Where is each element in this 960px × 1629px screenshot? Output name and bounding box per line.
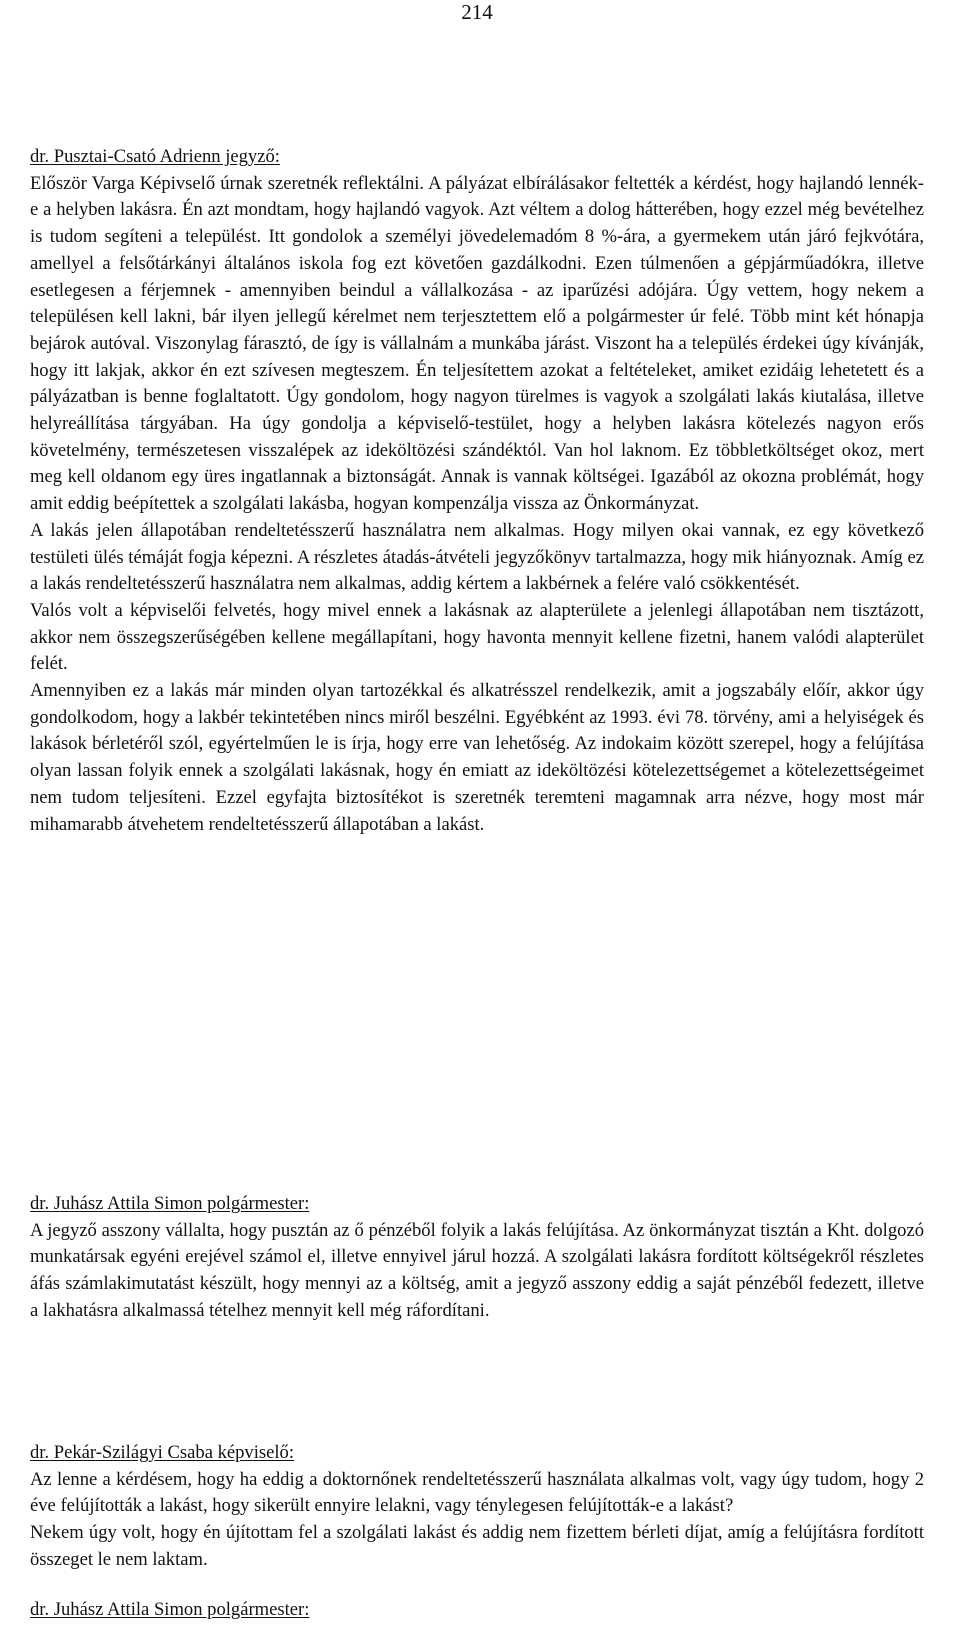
page-number-wrap <box>30 0 924 24</box>
speech-section-kepviselo <box>30 1440 924 1574</box>
speech-paragraph: Először Varga Képivselő úrnak szeretnék reflektálni. A pályázat elbírálásakor feltették a kérdést, hogy hajlandó lennék-e a helyben lakásra. Én azt mondtam, hogy hajlandó vagyok. Azt véltem a dolog hátterében, hogy ezzel még bevételhez is tudom segíteni a települést. Itt gondolok a személyi jövedelemadóm 8 %-ára, a gyermekem után járó fejkvótára, amellyel a felsőtárkányi általános iskola fog ezt követően gazdálkodni. Ezen túlmenően a gépjárműadókra, illetve esetlegesen a férjemnek - amennyiben beindul a vállalkozása - az iparűzési adójára. Úgy vettem, hogy nekem a településen kell lakni, bár ilyen jellegű kérelmet nem terjesztettem elő a polgármester úr felé. Több mint két hónapja bejárok autóval. Viszonylag fárasztó, de így is vállalnám a munkába járást. Viszont ha a település érdekei úgy kívánják, hogy itt lakjak, akkor én ezt szívesen megteszem. Én teljesítettem azokat a feltételeket, amiket ezidáig lehetetett és a pályázatban is benne foglaltatott. Úgy gondolom, hogy nagyon türelmes is vagyok a szolgálati lakás kiutalása, illetve helyreállítása tárgyában. Ha úgy gondolja a képviselő-testület, hogy a helyben lakásra kötelezés nagyon erős követelmény, természetesen visszalépek az ideköltözési szándéktól. Van hol laknom. Ez többletköltséget okoz, mert meg kell oldanom egy üres ingatlannak a biztonságát. Annak is vannak költségei. Igazából az okozna problémát, hogy amit eddig beépítettek a szolgálati lakásba, hogyan kompenzálja vissza az Önkormányzat. <box>30 172 924 515</box>
speech-paragraph: Amennyiben ez a lakás már minden olyan tartozékkal és alkatrésszel rendelkezik, amit a jogszabály előír, akkor úgy gondolkodom, hogy a lakbér tekintetében nincs miről beszélni. Egyébként az 1993. évi 78. törvény, ami a helyiségek és lakások bérletéről szól, egyértelműen le is írja, hogy erre van lehetőség. Az indokaim között szerepel, hogy a felújítása olyan lassan folyik ennek a szolgálati lakásnak, hogy én emiatt az ideköltözési kötelezettségemet a kötelezettségeimet nem tudom teljesíteni. Ezzel egyfajta biztosítékot is szeretnék teremteni magamnak arra nézve, hogy most már mihamarabb átvehetem rendeltetésszerű állapotában a lakást. <box>30 680 924 835</box>
speech-paragraph: Nekem úgy volt, hogy én újítottam fel a szolgálati lakást és addig nem fizettem bérleti díjat, amíg a felújításra fordított összeget le nem laktam. <box>30 1522 924 1570</box>
speech-paragraph: A lakás jelen állapotában rendeltetésszerű használatra nem alkalmas. Hogy milyen okai vannak, ez egy következő testületi ülés témáját fogja képezni. A részletes átadás-átvételi jegyzőkönyv tartalmazza, hogy mik hiányoznak. Amíg ez a lakás rendeltetésszerű használatra nem alkalmas, addig kértem a lakbérnek a felére való csökkentését. <box>30 519 924 595</box>
speech-section-polgarmester <box>30 1191 924 1325</box>
speaker-name: dr. Pusztai-Csató Adrienn jegyző: <box>30 146 280 167</box>
speaker-name: dr. Pekár-Szilágyi Csaba képviselő: <box>30 1442 295 1463</box>
speech-paragraph: Valós volt a képviselői felvetés, hogy mivel ennek a lakásnak az alapterülete a jelenlegi állapotában nem tisztázott, akkor nem összegszerűségében kellene megállapítani, hogy havonta mennyit kellene fizetni, hanem valódi alapterület felét. <box>30 599 924 675</box>
speech-paragraph: Az lenne a kérdésem, hogy ha eddig a doktornőnek rendeltetésszerű használata alkalmas volt, vagy úgy tudom, hogy 2 éve felújították a lakást, hogy sikerült ennyire lelakni, vagy ténylegesen felújították-e a lakást? <box>30 1468 924 1517</box>
speech-paragraph: A jegyző asszony vállalta, hogy pusztán az ő pénzéből folyik a lakás felújítása. Az önkormányzat tisztán a Kht. dolgozó munkatársak egyéni erejével számol el, illetve ennyivel járul hozzá. A szolgálati lakásra fordított költségekről részletes áfás számlakimutatást készült, hogy mennyi az a költség, amit a jegyző asszony eddig a saját pénzéből fedezett, illetve a lakhatásra alkalmassá tételhez mennyit kell még ráfordítani. <box>30 1219 924 1321</box>
speech-section-polgarmester-2 <box>30 1597 924 1624</box>
speaker-name: dr. Juhász Attila Simon polgármester: <box>30 1193 310 1214</box>
speaker-name: dr. Juhász Attila Simon polgármester: <box>30 1599 310 1620</box>
speech-section-jegyzo <box>30 144 924 838</box>
page-number: 214 <box>461 0 493 24</box>
